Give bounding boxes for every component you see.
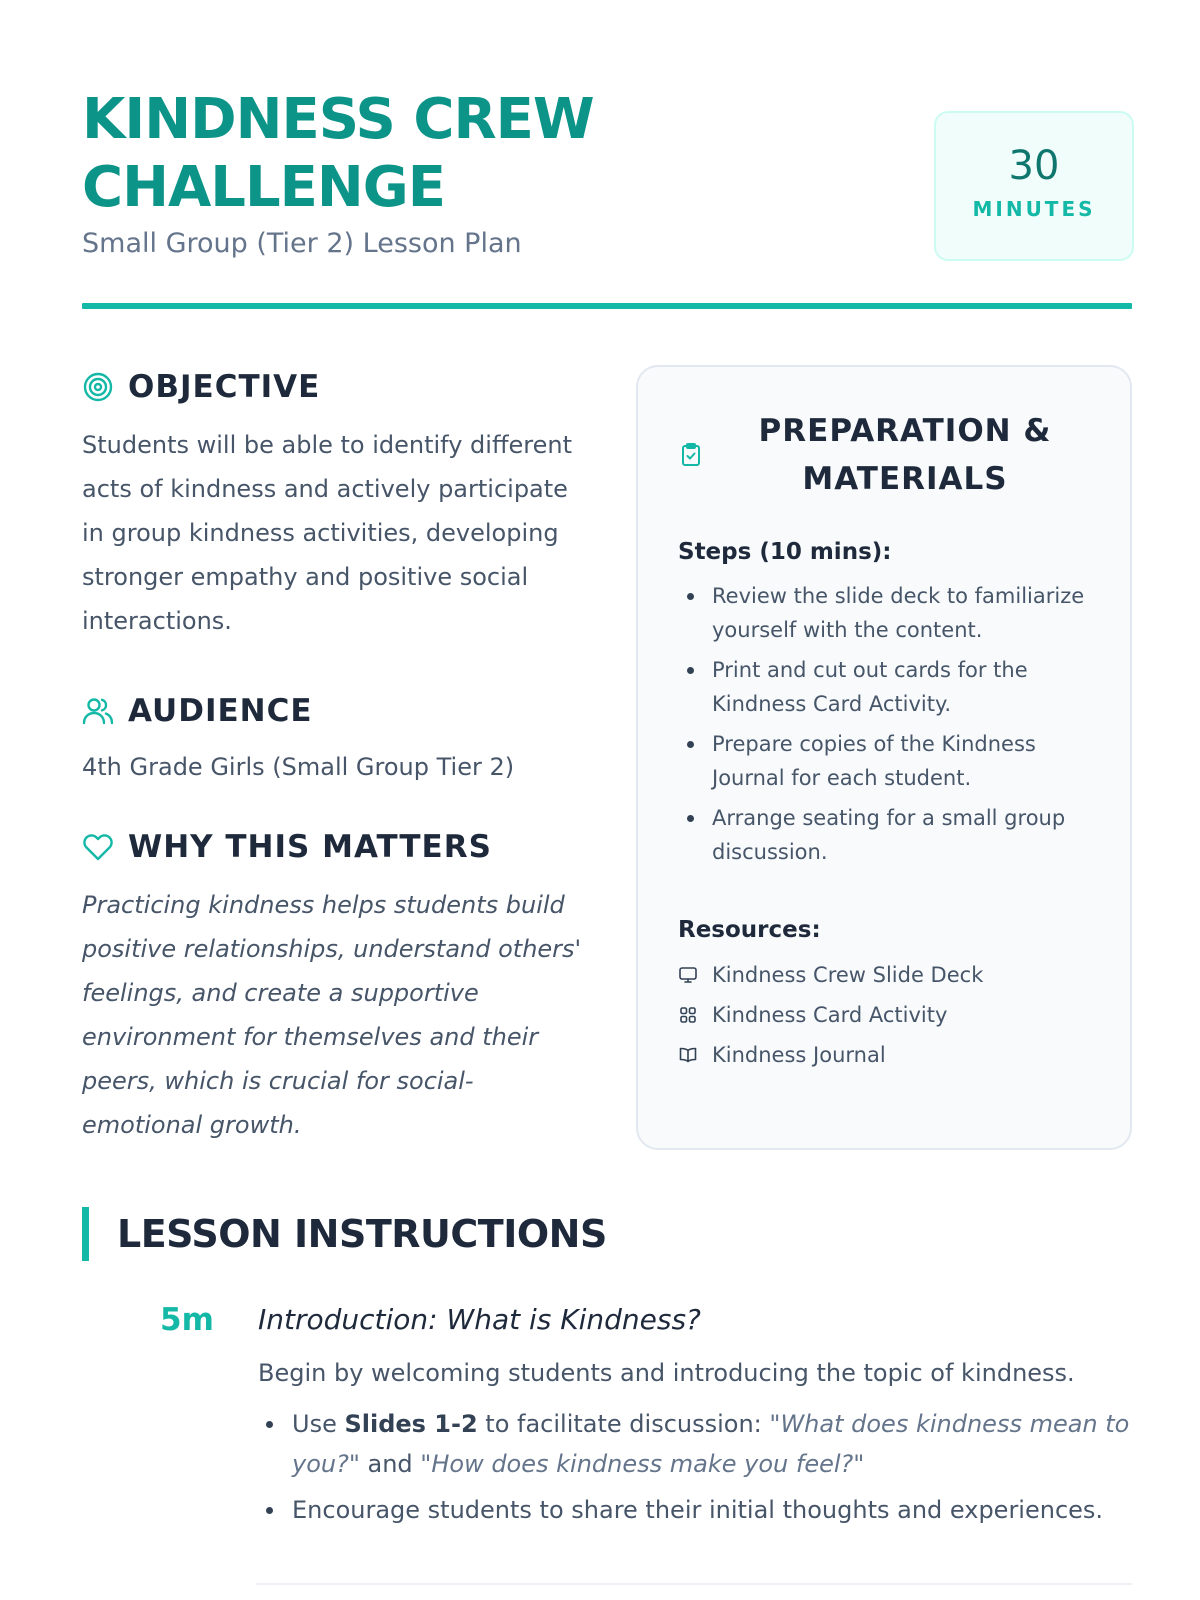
resource-label: Kindness Crew Slide Deck <box>712 963 984 987</box>
bullet-text: and <box>359 1450 421 1478</box>
grid-icon <box>678 1005 698 1025</box>
prep-steps-list <box>678 579 1090 869</box>
step-title: Introduction: What is Kindness? <box>258 1303 701 1336</box>
preparation-card <box>636 365 1132 1150</box>
lesson-header <box>82 86 1132 259</box>
title-line-2: CHALLENGE <box>82 155 446 220</box>
target-icon <box>82 371 114 403</box>
slides-reference: Slides 1-2 <box>344 1410 478 1438</box>
heart-icon <box>82 831 114 863</box>
step-bullet <box>258 1404 1132 1484</box>
title-line-1: KINDNESS CREW <box>82 87 594 152</box>
discussion-question: "How does kindness make you feel?" <box>420 1450 865 1478</box>
prep-step: Prepare copies of the Kindness Journal for each student. <box>678 727 1090 795</box>
why-section <box>82 825 592 1147</box>
bullet-text: Use <box>292 1410 345 1438</box>
why-text: Practicing kindness helps students build positive relationships, understand others' feelings, and create a supportive environment for themselves and their peers, which is crucial for social-emotional growth. <box>82 891 582 1139</box>
audience-text: 4th Grade Girls (Small Group Tier 2) <box>82 753 515 781</box>
resource-slide-deck[interactable] <box>678 955 1090 995</box>
duration-unit: MINUTES <box>972 197 1096 221</box>
clipboard-check-icon <box>678 442 704 468</box>
step-divider <box>256 1583 1132 1585</box>
preparation-title <box>720 407 1090 503</box>
resources-heading: Resources: <box>678 917 821 943</box>
objective-heading <box>82 365 592 409</box>
resource-journal[interactable] <box>678 1035 1090 1075</box>
prep-step: Review the slide deck to familiarize yourself with the content. <box>678 579 1090 647</box>
step-bullets <box>258 1404 1132 1530</box>
objective-section <box>82 365 592 643</box>
step-description: Begin by welcoming students and introducing the topic of kindness. <box>258 1359 1075 1387</box>
objective-text: Students will be able to identify different acts of kindness and actively participate in group kindness activities, developing stronger empathy and positive social interactions. <box>82 431 572 635</box>
resource-label: Kindness Card Activity <box>712 1003 948 1027</box>
steps-heading: Steps (10 mins): <box>678 539 892 565</box>
duration-badge <box>934 111 1134 261</box>
book-icon <box>678 1045 698 1065</box>
preparation-heading <box>678 407 1090 503</box>
lesson-instructions-heading: LESSON INSTRUCTIONS <box>82 1207 607 1261</box>
step-duration: 5m <box>160 1302 214 1338</box>
step-bullet: Encourage students to share their initial thoughts and experiences. <box>258 1490 1132 1530</box>
users-icon <box>82 695 114 727</box>
audience-section <box>82 689 592 783</box>
why-heading-text: WHY THIS MATTERS <box>128 829 492 865</box>
step-body <box>258 1298 1132 1536</box>
discussion-question: "What does kindness mean to you?" <box>292 1410 1130 1478</box>
resources-list <box>678 955 1090 1075</box>
overview-column <box>82 365 592 1147</box>
audience-heading-text: AUDIENCE <box>128 693 313 729</box>
resource-card-activity[interactable] <box>678 995 1090 1035</box>
bullet-text: to facilitate discussion: <box>477 1410 770 1438</box>
resource-label: Kindness Journal <box>712 1043 886 1067</box>
duration-value: 30 <box>1008 143 1060 189</box>
page-subtitle: Small Group (Tier 2) Lesson Plan <box>82 228 522 259</box>
why-heading <box>82 825 592 869</box>
prep-step: Print and cut out cards for the Kindness Card Activity. <box>678 653 1090 721</box>
prep-title-line-2: MATERIALS <box>802 461 1008 497</box>
objective-heading-text: OBJECTIVE <box>128 369 321 405</box>
page-title <box>82 86 782 222</box>
monitor-icon <box>678 965 698 985</box>
prep-step: Arrange seating for a small group discussion. <box>678 801 1090 869</box>
header-divider <box>82 303 1132 309</box>
audience-heading <box>82 689 592 733</box>
prep-title-line-1: PREPARATION & <box>758 413 1052 449</box>
